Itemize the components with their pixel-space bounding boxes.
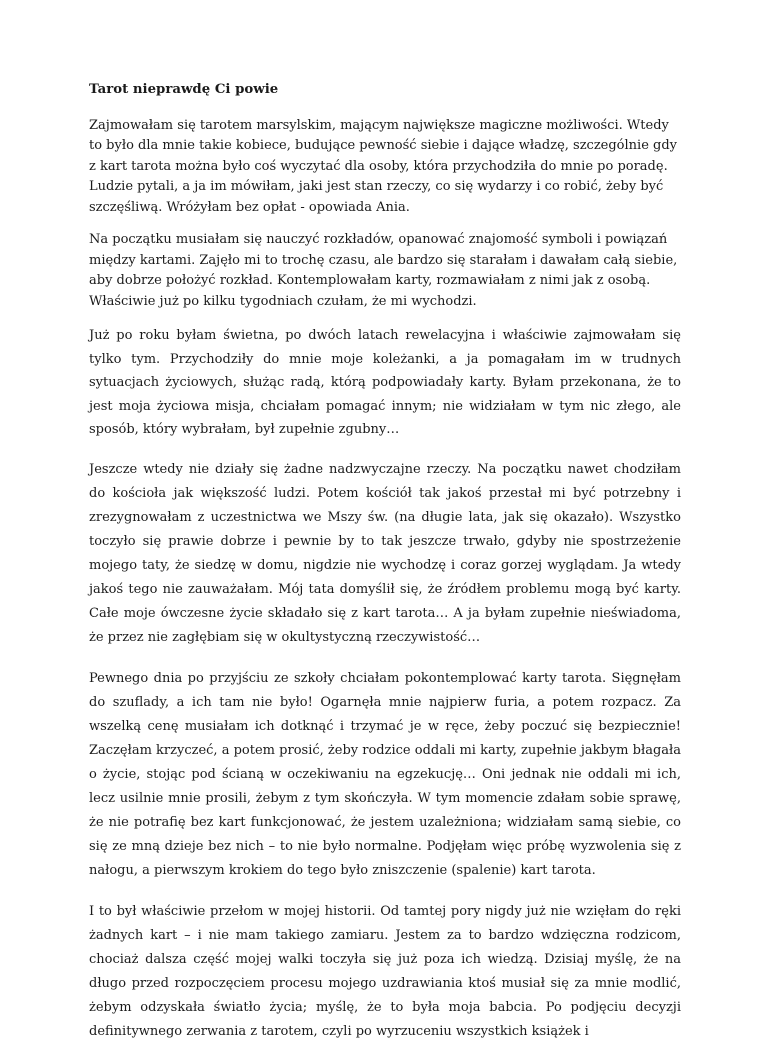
paragraph-5: Pewnego dnia po przyjściu ze szkoły chciałam pokontemplować karty tarota. Sięgnęłam do szuflady, a ich tam nie było! Ogarnęła mnie najpierw furia, a potem rozpacz. Za wszelką cenę musiałam ich dotknąć i trzymać je w ręce, żeby poczuć się bezpiecznie! Zaczęłam krzyczeć, a potem prosić, żeby rodzice oddali mi karty, zupełnie jakbym błagała o życie, stojąc pod ścianą w oczekiwaniu na egzekucję… Oni jednak nie oddali mi ich, lecz usilnie mnie prosili, żebym z tym skończyła. W tym momencie zdałam sobie sprawę, że nie potrafię bez kart funkcjonować, że jestem uzależniona; widziałam samą siebie, co się ze mną dzieje bez nich – to nie było normalne. Podjęłam więc próbę wyzwolenia się z nałogu, a pierwszym krokiem do tego było zniszczenie (spalenie) kart tarota.: [89, 670, 681, 878]
paragraph-1: Zajmowałam się tarotem marsylskim, mającym największe magiczne możliwości. Wtedy to było dla mnie takie kobiece, budujące pewność siebie i dające władzę, szczególnie gdy z kart tarota można było coś wyczytać dla osoby, która przychodziła do mnie po poradę. Ludzie pytali, a ja im mówiłam, jaki jest stan rzeczy, co się wydarzy i co robić, żeby być szczęśliwą. Wróżyłam bez opłat - opowiada Ania.: [89, 117, 678, 215]
paragraph-4: Jeszcze wtedy nie działy się żadne nadzwyczajne rzeczy. Na początku nawet chodziłam do kościoła jak większość ludzi. Potem kościół tak jakoś przestał mi być potrzebny i zrezygnowałam z uczestnictwa we Mszy św. (na długie lata, jak się okazało). Wszystko toczyło się prawie dobrze i pewnie by to tak jeszcze trwało, gdyby nie spostrzeżenie mojego taty, że siedzę w domu, nigdzie nie wychodzę i coraz gorzej wyglądam. Ja wtedy jakoś tego nie zauważałam. Mój tata domyślił się, że źródłem problemu mogą być karty. Całe moje ówczesne życie składało się z kart tarota… A ja byłam zupełnie nieświadoma, że przez nie zagłębiam się w okultystyczną rzeczywistość…: [89, 461, 681, 645]
document-page: [89, 80, 681, 1061]
paragraph-6: I to był właściwie przełom w mojej historii. Od tamtej pory nigdy już nie wzięłam do ręki żadnych kart – i nie mam takiego zamiaru. Jestem za to bardzo wdzięczna rodzicom, chociaż dalsza część mojej walki toczyła się już poza ich wiedzą. Dzisiaj myślę, że na długo przed rozpoczęciem procesu mojego uzdrawiania ktoś musiał się za mnie modlić, żebym odzyskała światło życia; myślę, że to była moja babcia. Po podjęciu decyzji definitywnego zerwania z tarotem, czyli po wyrzuceniu wszystkich książek i: [89, 903, 681, 1039]
document-title: Tarot nieprawdę Ci powie: [89, 82, 279, 97]
paragraph-2: Na początku musiałam się nauczyć rozkładów, opanować znajomość symboli i powiązań między kartami. Zajęło mi to trochę czasu, ale bardzo się starałam i dawałam całą siebie, aby dobrze położyć rozkład. Kontemplowałam karty, rozmawiałam z nimi jak z osobą. Właściwie już po kilku tygodniach czułam, że mi wychodzi.: [89, 232, 678, 309]
paragraph-3: Już po roku byłam świetna, po dwóch latach rewelacyjna i właściwie zajmowałam się tylko tym. Przychodziły do mnie moje koleżanki, a ja pomagałam im w trudnych sytuacjach życiowych, służąc radą, którą podpowiadały karty. Byłam przekonana, że to jest moja życiowa misja, chciałam pomagać innym; nie widziałam w tym nic złego, ale sposób, który wybrałam, był zupełnie zgubny…: [89, 328, 681, 437]
